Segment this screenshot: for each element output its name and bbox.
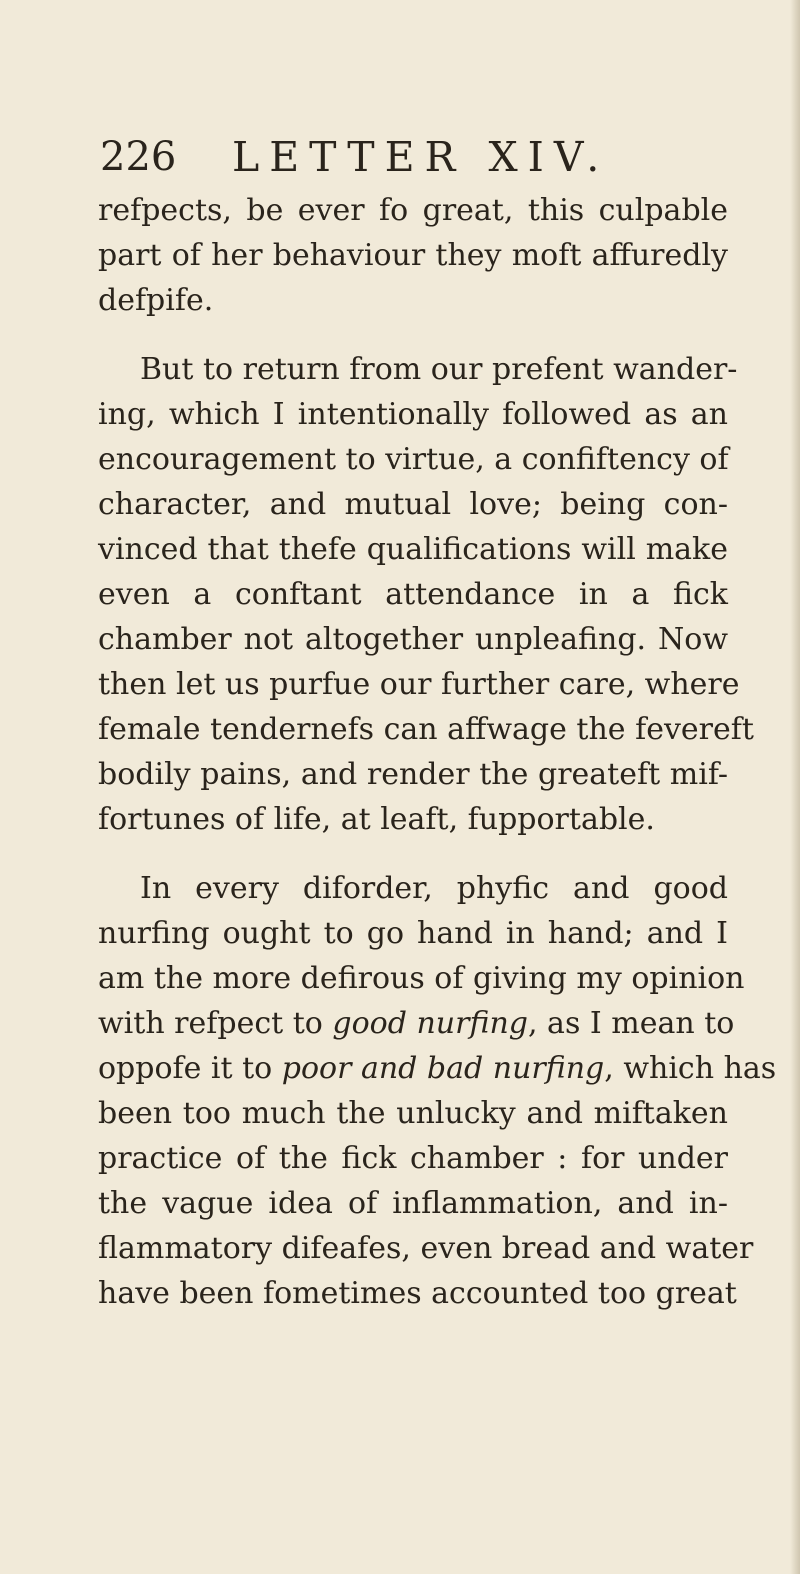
- text-run: oppofe it to: [98, 1051, 282, 1086]
- text-line: defpife.: [98, 283, 214, 318]
- text-line-with-italic: [98, 1001, 735, 1046]
- text-run: with refpect to: [98, 1006, 333, 1041]
- text-line: am the more defirous of giving my opinion: [98, 961, 745, 996]
- italic-text-run: good nurfing: [332, 1006, 528, 1041]
- page-edge-shadow: [790, 0, 800, 1574]
- paragraph-3: [98, 866, 777, 1316]
- text-run: , which has: [604, 1051, 777, 1086]
- page-header: [100, 127, 720, 187]
- text-run: , as I mean to: [527, 1006, 735, 1041]
- text-line: character, and mutual love; being con-: [98, 487, 728, 522]
- text-line: bodily pains, and render the greateft mif-: [98, 757, 728, 792]
- text-line: refpects, be ever fo great, this culpable: [98, 193, 728, 228]
- text-line: flammatory difeafes, even bread and water: [98, 1231, 754, 1266]
- text-line: ing, which I intentionally followed as an: [98, 397, 728, 432]
- text-line: then let us purfue our further care, where: [98, 667, 740, 702]
- text-line-with-italic: [98, 1046, 777, 1091]
- text-line: But to return from our prefent wander-: [140, 352, 738, 387]
- text-line: fortunes of life, at leaft, fupportable.: [98, 802, 655, 837]
- text-line: female tendernefs can affwage the fevereft: [98, 712, 754, 747]
- text-line: the vague idea of inflammation, and in-: [98, 1186, 728, 1221]
- text-line: practice of the fick chamber : for under: [98, 1141, 728, 1176]
- text-line: encouragement to virtue, a confiftency of: [98, 442, 729, 477]
- italic-text-run: poor and bad nurfing: [281, 1051, 605, 1086]
- text-line: even a conftant attendance in a fick: [98, 577, 728, 612]
- body-text: [98, 188, 777, 1316]
- paragraph-2: [98, 347, 754, 842]
- text-line: nurfing ought to go hand in hand; and I: [98, 916, 728, 951]
- page-number: 226: [100, 134, 177, 180]
- text-line: vinced that thefe qualifications will make: [98, 532, 728, 567]
- running-title: LETTER XIV.: [232, 133, 610, 181]
- text-line: chamber not altogether unpleafing. Now: [98, 622, 728, 657]
- text-line: been too much the unlucky and miftaken: [98, 1096, 728, 1131]
- text-line: In every diforder, phyfic and good: [140, 871, 728, 906]
- paragraph-1: [98, 188, 728, 323]
- text-line: part of her behaviour they moft affuredly: [98, 238, 728, 273]
- text-line: have been fometimes accounted too great: [98, 1276, 737, 1311]
